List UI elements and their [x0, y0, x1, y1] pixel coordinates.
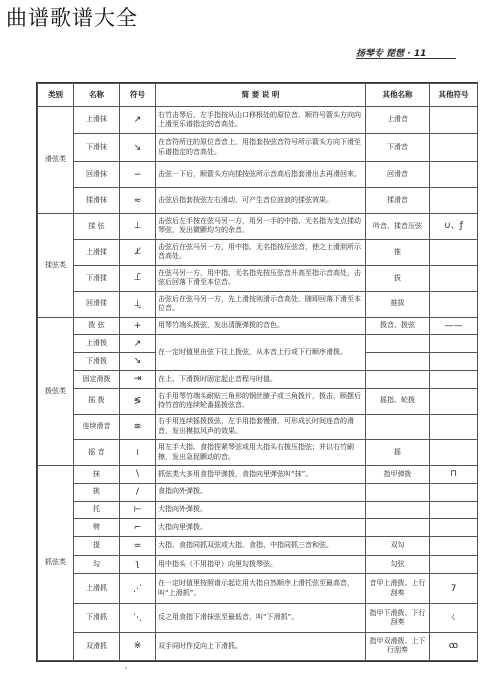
- technique-symbol: ⊥̰: [120, 291, 156, 317]
- other-symbol: [430, 519, 478, 537]
- other-name: 拔: [366, 265, 430, 291]
- technique-table: [37, 83, 478, 661]
- technique-name: 抹: [74, 465, 120, 483]
- technique-symbol: =: [120, 537, 156, 556]
- technique-name: 拨 弦: [74, 317, 120, 335]
- technique-symbol: ↗: [120, 335, 156, 353]
- table-row: [38, 604, 478, 632]
- technique-symbol: ⊥̸: [120, 239, 156, 265]
- other-symbol: [430, 265, 478, 291]
- table-row: [38, 573, 478, 604]
- technique-description: 在弦马另一方，用中指、无名指先按压弦音升高至指示音高处，击弦后回落下滑至本位音。: [156, 265, 366, 291]
- technique-name: 下滑抹: [74, 134, 120, 162]
- technique-name: 摇 拨: [74, 388, 120, 414]
- technique-name: 提: [74, 537, 120, 556]
- other-name: [366, 414, 430, 440]
- category-cell: 抓弦类: [38, 465, 74, 660]
- technique-symbol: ≈: [120, 188, 156, 214]
- technique-description: 击弦后左手按在弦马另一方，用另一手的中指、无名指为支点揉动琴弦，发出微颤均匀的余音。: [156, 214, 366, 240]
- other-name: 拨音、拨弦: [366, 317, 430, 335]
- technique-description: 食指向外弹拨。: [156, 483, 366, 501]
- technique-symbol: \: [120, 465, 156, 483]
- other-name: [366, 501, 430, 519]
- technique-symbol: ≀: [120, 440, 156, 466]
- table-row: [38, 239, 478, 265]
- other-name: 摇: [366, 440, 430, 466]
- table-row: [38, 465, 478, 483]
- technique-table-container: [36, 82, 478, 662]
- technique-symbol: ∽: [120, 162, 156, 188]
- technique-symbol: ⊢: [120, 501, 156, 519]
- technique-description: 在一定时值里按照谱示起讫用大指自然顺序上滑托弦至最高音，叫“上滑抓”。: [156, 573, 366, 604]
- technique-symbol: ※: [120, 632, 156, 660]
- technique-name: 下滑抓: [74, 604, 120, 632]
- header-other-symbol: 其他符号: [430, 84, 478, 107]
- technique-symbol: ⊥̃: [120, 265, 156, 291]
- site-title: 曲谱歌谱大全: [6, 6, 138, 30]
- other-name: [366, 519, 430, 537]
- technique-description: 双手同时作反向上下滑抓。: [156, 632, 366, 660]
- table-row: [38, 556, 478, 574]
- technique-symbol: ≶: [120, 388, 156, 414]
- other-symbol: [430, 353, 478, 371]
- technique-symbol: +: [120, 317, 156, 335]
- table-row: [38, 370, 478, 388]
- other-name: [366, 370, 430, 388]
- other-name: 揉滑音: [366, 188, 430, 214]
- technique-description: 在音符所注的原位音音上，用指套按弦音符号所示箭头方向下滑至乐谱指定的音高处。: [156, 134, 366, 162]
- technique-description: 击弦后指套按弦左右滑动，可产生音位波浪的揉弦效果。: [156, 188, 366, 214]
- table-row: [38, 414, 478, 440]
- technique-symbol: ≋: [120, 414, 156, 440]
- other-name: [366, 483, 430, 501]
- page-rule: [356, 58, 456, 59]
- technique-symbol: ⊥: [120, 214, 156, 240]
- technique-name: 揉 弦: [74, 214, 120, 240]
- technique-name: 连续滑音: [74, 414, 120, 440]
- technique-description: 大指向里弹拨。: [156, 519, 366, 537]
- other-name: 双勾: [366, 537, 430, 556]
- header-description: 简 要 说 明: [156, 84, 366, 107]
- technique-name: 上滑揉: [74, 239, 120, 265]
- technique-description: 击弦后在弦马另一方，先上滑按则滑示音高处，随即回落下滑至本位音。: [156, 291, 366, 317]
- table-row: [38, 214, 478, 240]
- technique-description: 用左手大指、食指捏紧琴弦或用大指头右拨压指弦；并以右竹刷擦，发出急促颤动的音。: [156, 440, 366, 466]
- technique-name: 下滑揉: [74, 265, 120, 291]
- other-name: 推: [366, 239, 430, 265]
- table-row: [38, 107, 478, 134]
- other-name: 摇指、轮拨: [366, 388, 430, 414]
- other-symbol: [430, 107, 478, 134]
- technique-description: 用琴竹端头拨弦，发出清脆弹拨的音色。: [156, 317, 366, 335]
- other-symbol: ——: [430, 317, 478, 335]
- technique-symbol: ↗: [120, 107, 156, 134]
- table-row: [38, 134, 478, 162]
- technique-symbol: ↘: [120, 353, 156, 371]
- other-symbol: ꝏ: [430, 632, 478, 660]
- other-name: 推拔: [366, 291, 430, 317]
- other-symbol: [430, 483, 478, 501]
- technique-description: 右竹击琴后，左手指按从山口移根处的原位音，顺符号箭头方向向上滑至乐谱指定的音高处。: [156, 107, 366, 134]
- other-symbol: ∪、ƒ: [430, 214, 478, 240]
- other-symbol: [430, 440, 478, 466]
- other-name: 音甲上滑拨、上行刮奏: [366, 573, 430, 604]
- table-row: [38, 291, 478, 317]
- other-symbol: [430, 134, 478, 162]
- other-symbol: [430, 162, 478, 188]
- other-symbol: [430, 188, 478, 214]
- technique-symbol: ⌐: [120, 519, 156, 537]
- technique-symbol: /: [120, 483, 156, 501]
- table-row: [38, 162, 478, 188]
- other-name: [366, 353, 430, 371]
- technique-description: 在一定时值里由弦下往上拨弦，从本音上行或下行顺序滑拨。: [156, 335, 366, 371]
- technique-name: 回滑抹: [74, 162, 120, 188]
- other-symbol: [430, 537, 478, 556]
- other-name: 勾弦: [366, 556, 430, 574]
- other-name: [366, 335, 430, 353]
- other-name: 指甲双滑拨、上下行刮奏: [366, 632, 430, 660]
- technique-symbol: ⇥: [120, 370, 156, 388]
- table-row: [38, 501, 478, 519]
- technique-symbol: ⋱: [120, 604, 156, 632]
- other-name: 回滑音: [366, 162, 430, 188]
- technique-description: 抓弦类大多用食指甲弹拨，食指向里弹弦叫“抹”。: [156, 465, 366, 483]
- technique-symbol: ↘: [120, 134, 156, 162]
- technique-name: 下滑拨: [74, 353, 120, 371]
- table-header-row: [38, 84, 478, 107]
- technique-description: 用中指头（不用指甲）向里勾拨琴弦。: [156, 556, 366, 574]
- table-row: [38, 537, 478, 556]
- technique-name: 回滑揉: [74, 291, 120, 317]
- header-category: 类别: [38, 84, 74, 107]
- technique-description: 右手用连续摇拨拨弦，左手用指套慢滑，可形成长时间连音的滑音，发出模拟风声的效果。: [156, 414, 366, 440]
- technique-name: 摇 音: [74, 440, 120, 466]
- table-row: [38, 265, 478, 291]
- table-row: [38, 440, 478, 466]
- category-cell: 拨弦类: [38, 317, 74, 465]
- category-cell: 滑弦类: [38, 107, 74, 214]
- technique-description: 反之用食指下滑抹弦至最低音，叫“下滑抓”。: [156, 604, 366, 632]
- technique-description: 大指向外弹拨。: [156, 501, 366, 519]
- technique-name: 上滑拨: [74, 335, 120, 353]
- other-name: 吟音、揉音压弦: [366, 214, 430, 240]
- technique-name: 固定滑拨: [74, 370, 120, 388]
- technique-description: 右手用琴竹端头耐贴三角形的钢丝腋子或三角拨片，拨击，顾摆后持竹首的连续轮番摇拨弦音。: [156, 388, 366, 414]
- header-symbol: 符号: [120, 84, 156, 107]
- other-symbol: [430, 239, 478, 265]
- other-name: 指甲弹拨: [366, 465, 430, 483]
- technique-description: 击弦一下后，顺箭头方向揉按弦所示音高后指套滑出去再滑回来。: [156, 162, 366, 188]
- other-symbol: 7: [430, 573, 478, 604]
- table-row: [38, 335, 478, 353]
- technique-name: 挑: [74, 483, 120, 501]
- table-row: [38, 632, 478, 660]
- technique-symbol: ʅ: [120, 556, 156, 574]
- other-symbol: [430, 291, 478, 317]
- technique-name: 劈: [74, 519, 120, 537]
- technique-description: 大指、食指同抓双弦或大指、食指、中指同抓三音和弦。: [156, 537, 366, 556]
- other-name: 指甲下滑拨、下行刮奏: [366, 604, 430, 632]
- other-symbol: [430, 414, 478, 440]
- header-other-name: 其他名称: [366, 84, 430, 107]
- table-row: [38, 188, 478, 214]
- other-name: 上滑音: [366, 107, 430, 134]
- technique-name: 双滑抓: [74, 632, 120, 660]
- technique-name: 上滑抓: [74, 573, 120, 604]
- other-symbol: ⊓: [430, 465, 478, 483]
- technique-name: 上滑抹: [74, 107, 120, 134]
- technique-description: 击弦后在弦马另一方，用中指、无名指按压弦音，使之上滑到所示音高处。: [156, 239, 366, 265]
- technique-name: 勾: [74, 556, 120, 574]
- other-symbol: [430, 370, 478, 388]
- header-name: 名称: [74, 84, 120, 107]
- table-row: [38, 519, 478, 537]
- technique-symbol: ⋰: [120, 573, 156, 604]
- table-body: [38, 107, 478, 661]
- technique-description: 在上、下滑拨时固定起止音程与时值。: [156, 370, 366, 388]
- category-cell: 揉弦类: [38, 214, 74, 318]
- other-name: 下滑音: [366, 134, 430, 162]
- table-row: [38, 317, 478, 335]
- other-symbol: [430, 501, 478, 519]
- technique-name: 托: [74, 501, 120, 519]
- technique-name: 揉滑抹: [74, 188, 120, 214]
- footer-mark: ': [125, 666, 128, 675]
- other-symbol: [430, 388, 478, 414]
- table-row: [38, 483, 478, 501]
- other-symbol: ㄑ: [430, 604, 478, 632]
- table-row: [38, 388, 478, 414]
- other-symbol: [430, 556, 478, 574]
- page-label: 扬琴专 琵琶 · 11: [356, 49, 427, 59]
- other-symbol: [430, 335, 478, 353]
